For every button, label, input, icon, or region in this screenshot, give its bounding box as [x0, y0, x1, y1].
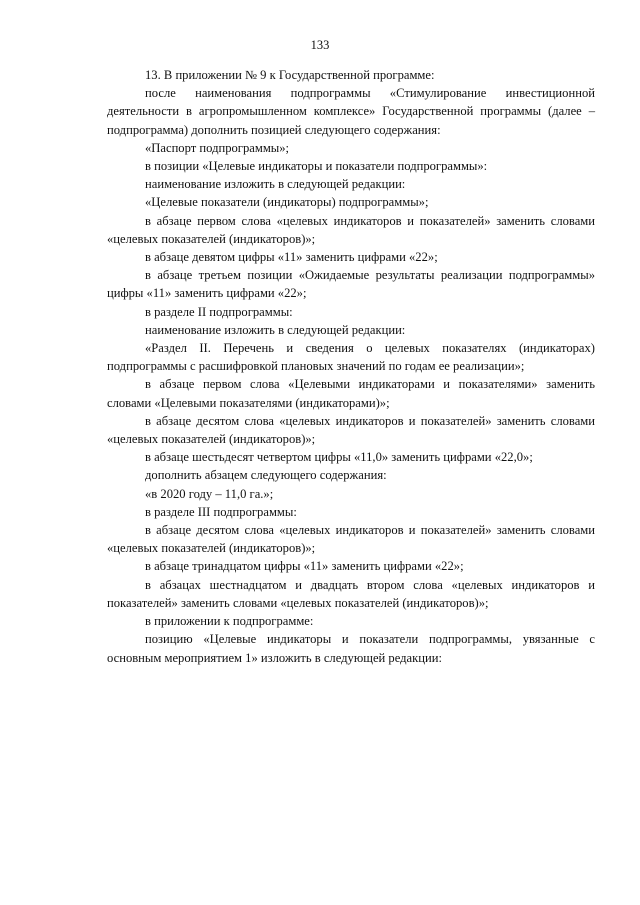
- paragraph-first-abzac: в абзаце первом слова «целевых индикаторов и показателей» заменить словами «целевых показателей (индикаторов)»;: [107, 213, 595, 246]
- document-body: [107, 66, 595, 667]
- paragraph-sixteenth-twenty-second: в абзацах шестнадцатом и двадцать втором слова «целевых индикаторов и показателей» заменить словами «целевых показателей (индикаторов)»;: [107, 577, 595, 610]
- paragraph-name-edition-2: наименование изложить в следующей редакции:: [145, 322, 406, 337]
- paragraph-tenth-abzac-2: в абзаце десятом слова «целевых индикаторов и показателей» заменить словами «целевых показателей (индикаторов)»;: [107, 523, 595, 556]
- paragraph-section-2-title: «Раздел II. Перечень и сведения о целевых показателях (индикаторах) подпрограммы с расшифровкой плановых значений по годам ее реализации»;: [107, 341, 595, 374]
- paragraph-indicators-position: в позиции «Целевые индикаторы и показатели подпрограммы»:: [145, 159, 488, 174]
- paragraph-target-indicators: «Целевые показатели (индикаторы) подпрограммы»;: [145, 195, 429, 210]
- paragraph-first-abzac-2: в абзаце первом слова «Целевыми индикаторами и показателями» заменить словами «Целевыми показателями (индикаторами)»;: [107, 377, 595, 410]
- paragraph-item-13: 13. В приложении № 9 к Государственной программе:: [145, 68, 435, 82]
- paragraph-thirteenth-abzac: в абзаце тринадцатом цифры «11» заменить цифрами «22»;: [145, 559, 464, 574]
- paragraph-passport: «Паспорт подпрограммы»;: [145, 140, 290, 155]
- paragraph-appendix: в приложении к подпрограмме:: [145, 614, 314, 629]
- paragraph-sixty-fourth-abzac: в абзаце шестьдесят четвертом цифры «11,0» заменить цифрами «22,0»;: [145, 450, 533, 465]
- paragraph-section-2: в разделе II подпрограммы:: [145, 304, 293, 319]
- paragraph-2020-year: «в 2020 году – 11,0 га.»;: [145, 486, 274, 501]
- paragraph-ninth-abzac: в абзаце девятом цифры «11» заменить цифрами «22»;: [145, 250, 438, 265]
- paragraph-name-edition: наименование изложить в следующей редакции:: [145, 177, 406, 192]
- paragraph-add-abzac: дополнить абзацем следующего содержания:: [145, 468, 387, 483]
- page-number: 133: [310, 38, 330, 52]
- paragraph-third-abzac: в абзаце третьем позиции «Ожидаемые результаты реализации подпрограммы» цифры «11» заменить цифрами «22»;: [107, 268, 595, 301]
- paragraph-after-subprogram-name: после наименования подпрограммы «Стимулирование инвестиционной деятельности в агропромышленном комплексе» Государственной программы (далее – подпрограмма) дополнить позицией следующего содержания:: [107, 86, 595, 137]
- paragraph-tenth-abzac: в абзаце десятом слова «целевых индикаторов и показателей» заменить словами «целевых показателей (индикаторов)»;: [107, 413, 595, 447]
- paragraph-position-main-event: позицию «Целевые индикаторы и показатели подпрограммы, увязанные с основным мероприятием 1» изложить в следующей редакции:: [107, 632, 595, 665]
- paragraph-section-3: в разделе III подпрограммы:: [145, 504, 297, 519]
